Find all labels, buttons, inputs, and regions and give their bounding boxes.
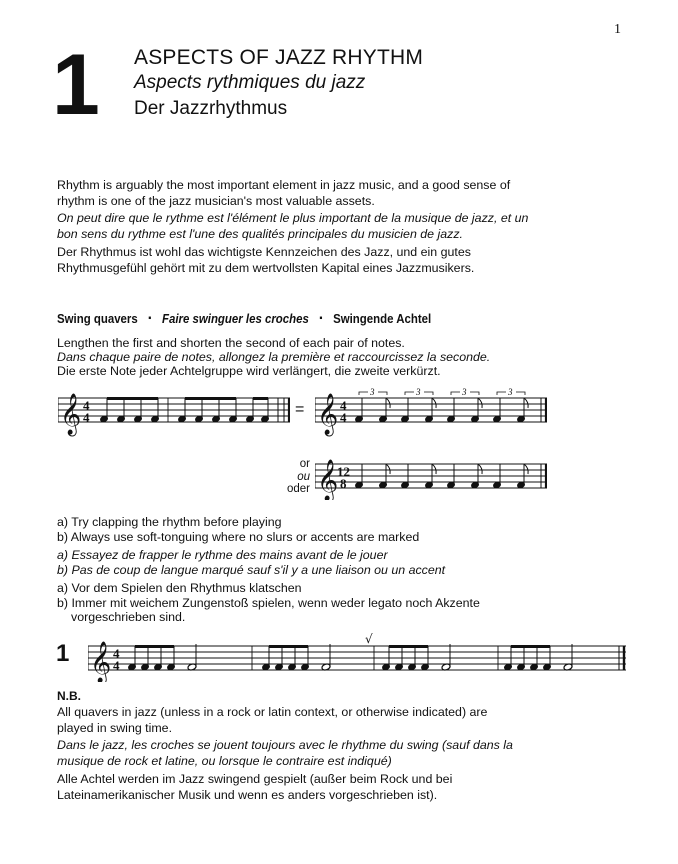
or-en: or [299,458,310,470]
breath-mark-icon: √ [365,632,373,646]
intro-paragraph-fr [57,211,537,242]
staff-twelve-eight [315,454,547,500]
instruction-de: Die erste Note jeder Achtelgruppe wird verlängert, die zweite verkürzt. [57,364,441,378]
alternative-labels [276,458,310,496]
time-sig-top: 4 [113,646,120,661]
time-sig-bottom: 4 [113,658,120,673]
time-sig-top: 4 [83,398,90,413]
heading-de: Swingende Achtel [333,311,432,326]
chapter-title-de: Der Jazzrhythmus [134,98,288,119]
beam [389,645,428,648]
exercise-number: 1 [56,640,70,667]
beam [269,645,308,648]
or-fr: ou [297,470,310,483]
tip-item: b) Pas de coup de langue marqué sauf s'il y a une liaison ou un accent [57,562,446,577]
exercise-bar [128,644,197,671]
tip-item: a) Essayez de frapper le rythme des mains avant de le jouer [57,548,388,562]
time-sig-top: 12 [337,464,350,479]
nb-line: All quavers in jazz (unless in a rock or latin context, or otherwise indicated) are [57,705,488,719]
beam [511,645,550,648]
instruction-fr: Dans chaque paire de notes, allongez la première et raccourcissez la seconde. [57,350,491,364]
bullet-icon: ▪ [148,313,152,324]
tip-item: a) Try clapping the rhythm before playing [57,515,282,529]
exercise-bar [382,644,451,671]
tips-list-en [57,515,419,544]
intro-paragraph-en [57,178,537,209]
nb-line: Dans le jazz, les croches se jouent toujours avec le rhythme du swing (sauf dans la [57,738,513,752]
tip-item-continued: vorgeschrieben sind. [71,610,186,624]
triplet-label: 3 [370,388,375,397]
nb-line: Alle Achtel werden im Jazz swingend gespielt (außer beim Rock und bei [57,772,453,786]
tips-list-de [57,581,480,625]
treble-clef-icon: 𝄞 [317,394,339,435]
chapter-title-fr: Aspects rythmiques du jazz [134,72,366,93]
intro-line: Der Rhythmus ist wohl das wichtigste Kennzeichen des Jazz, und ein gutes [57,245,471,259]
nb-line: musique de rock et latine, ou lorsque le contraire est indiqué) [57,753,392,768]
triplet-label: 3 [416,388,421,397]
beam [135,645,174,648]
exercise-bar [262,644,331,671]
nb-line: played in swing time. [57,720,173,735]
tip-item: b) Always use soft-tonguing where no slurs or accents are marked [57,529,420,544]
time-sig-bottom: 4 [340,410,347,425]
intro-line: Rhythm is arguably the most important element in jazz music, and a good sense of [57,178,511,192]
treble-clef-icon: 𝄞 [317,460,339,500]
chapter-number: 1 [52,37,98,133]
page-number: 1 [614,22,621,37]
nb-paragraph-fr [57,738,537,769]
equals-sign: = [295,401,305,418]
treble-clef-icon: 𝄞 [60,394,82,435]
bullet-icon: ▪ [319,313,323,324]
chapter-title-en: ASPECTS OF JAZZ RHYTHM [134,46,424,69]
intro-line: rhythm is one of the jazz musician's most valuable assets. [57,193,375,208]
tip-item: a) Vor dem Spielen den Rhythmus klatschen [57,581,302,595]
heading-en: Swing quavers [57,311,138,326]
staff-triplet-swing [315,388,547,440]
intro-line: bon sens du rythme est l'une des qualités principales du musicien de jazz. [57,226,463,241]
exercise-1-staff [88,626,626,682]
nb-paragraph-en [57,705,537,736]
or-de: oder [286,483,310,495]
intro-paragraph-de [57,245,537,276]
nb-line: Lateinamerikanischer Musik und wenn es anders vorgeschrieben ist). [57,787,438,802]
intro-line: Rhythmusgefühl gehört mit zu dem wertvollsten Kapital eines Jazzmusikers. [57,260,475,275]
time-sig-bottom: 4 [83,410,90,425]
nb-heading: N.B. [57,689,81,703]
triplet-label: 3 [462,388,467,397]
nb-paragraph-de [57,772,537,803]
tip-item: b) Immer mit weichem Zungenstoß spielen, wenn weder legato noch Akzente [57,595,480,610]
tips-list-fr [57,548,445,577]
staff-straight-quavers [58,388,290,440]
treble-clef-icon: 𝄞 [90,642,112,682]
triplet-label: 3 [508,388,513,397]
heading-fr: Faire swinguer les croches [161,311,309,326]
instruction-en: Lengthen the first and shorten the second of each pair of notes. [57,336,405,350]
exercise-bar [504,644,573,671]
time-sig-top: 4 [340,398,347,413]
time-sig-bottom: 8 [340,476,347,491]
swing-section-heading [57,311,431,326]
intro-line: On peut dire que le rythme est l'élément le plus important de la musique de jazz, et un [57,211,529,225]
